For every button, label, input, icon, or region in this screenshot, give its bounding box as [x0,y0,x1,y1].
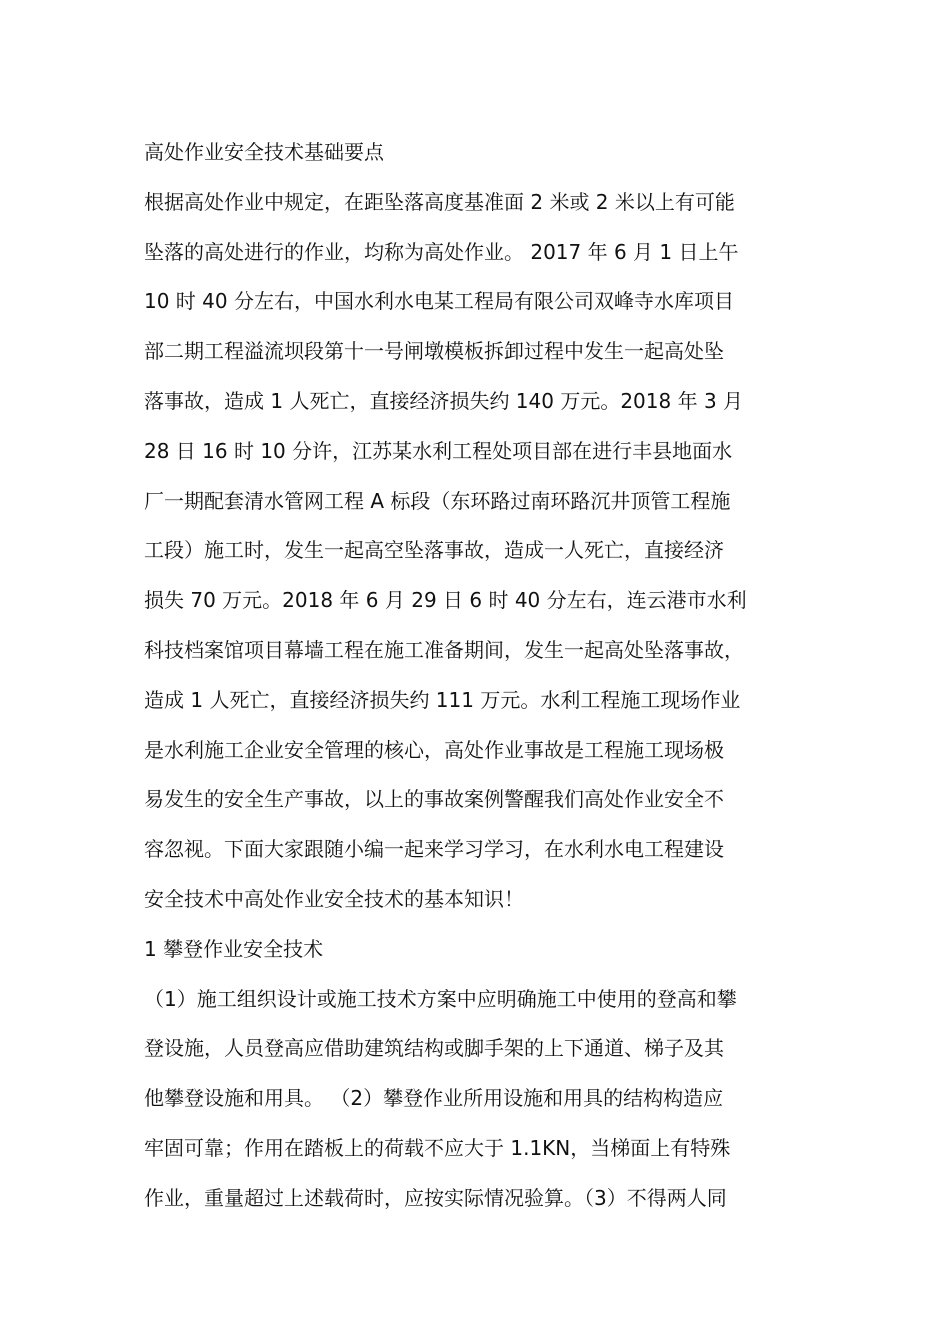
text-line: 28 日 16 时 10 分许，江苏某水利工程处项目部在进行丰县地面水 [144,438,733,463]
text-line: 登设施，人员登高应借助建筑结构或脚手架的上下通道、梯子及其 [144,1036,724,1061]
section-heading: 1 攀登作业安全技术 [144,936,324,961]
text-line: 根据高处作业中规定，在距坠落高度基准面 2 米或 2 米以上有可能 [144,189,735,214]
document-title: 高处作业安全技术基础要点 [144,140,384,164]
text-line: 容忽视。下面大家跟随小编一起来学习学习，在水利水电工程建设 [144,837,724,862]
text-line: 是水利施工企业安全管理的核心，高处作业事故是工程施工现场极 [144,737,724,762]
text-line: 作业，重量超过上述载荷时，应按实际情况验算。（3）不得两人同 [144,1185,727,1210]
text-line: 造成 1 人死亡，直接经济损失约 111 万元。水利工程施工现场作业 [144,687,741,712]
text-line: 工段）施工时，发生一起高空坠落事故，造成一人死亡，直接经济 [144,538,724,563]
text-line: 部二期工程溢流坝段第十一号闸墩模板拆卸过程中发生一起高处坠 [144,339,724,364]
text-line: 牢固可靠；作用在踏板上的荷载不应大于 1.1KN，当梯面上有特殊 [144,1135,731,1160]
text-line: 10 时 40 分左右，中国水利水电某工程局有限公司双峰寺水库项目 [144,289,734,314]
text-line: 科技档案馆项目幕墙工程在施工准备期间，发生一起高处坠落事故， [144,637,744,662]
text-line: 易发生的安全生产事故，以上的事故案例警醒我们高处作业安全不 [144,787,724,812]
document-body [144,128,834,1224]
text-line: 坠落的高处进行的作业，均称为高处作业。 2017 年 6 月 1 日上午 [144,239,739,264]
text-line: 落事故，造成 1 人死亡，直接经济损失约 140 万元。2018 年 3 月 [144,388,744,413]
text-line: 他攀登设施和用具。 （2）攀登作业所用设施和用具的结构构造应 [144,1086,724,1111]
text-line: 安全技术中高处作业安全技术的基本知识！ [144,886,524,911]
text-line: （1）施工组织设计或施工技术方案中应明确施工中使用的登高和攀 [144,986,737,1011]
text-line: 损失 70 万元。2018 年 6 月 29 日 6 时 40 分左右，连云港市水利 [144,588,747,613]
text-line: 厂一期配套清水管网工程 A 标段（东环路过南环路沉井顶管工程施 [144,488,731,513]
